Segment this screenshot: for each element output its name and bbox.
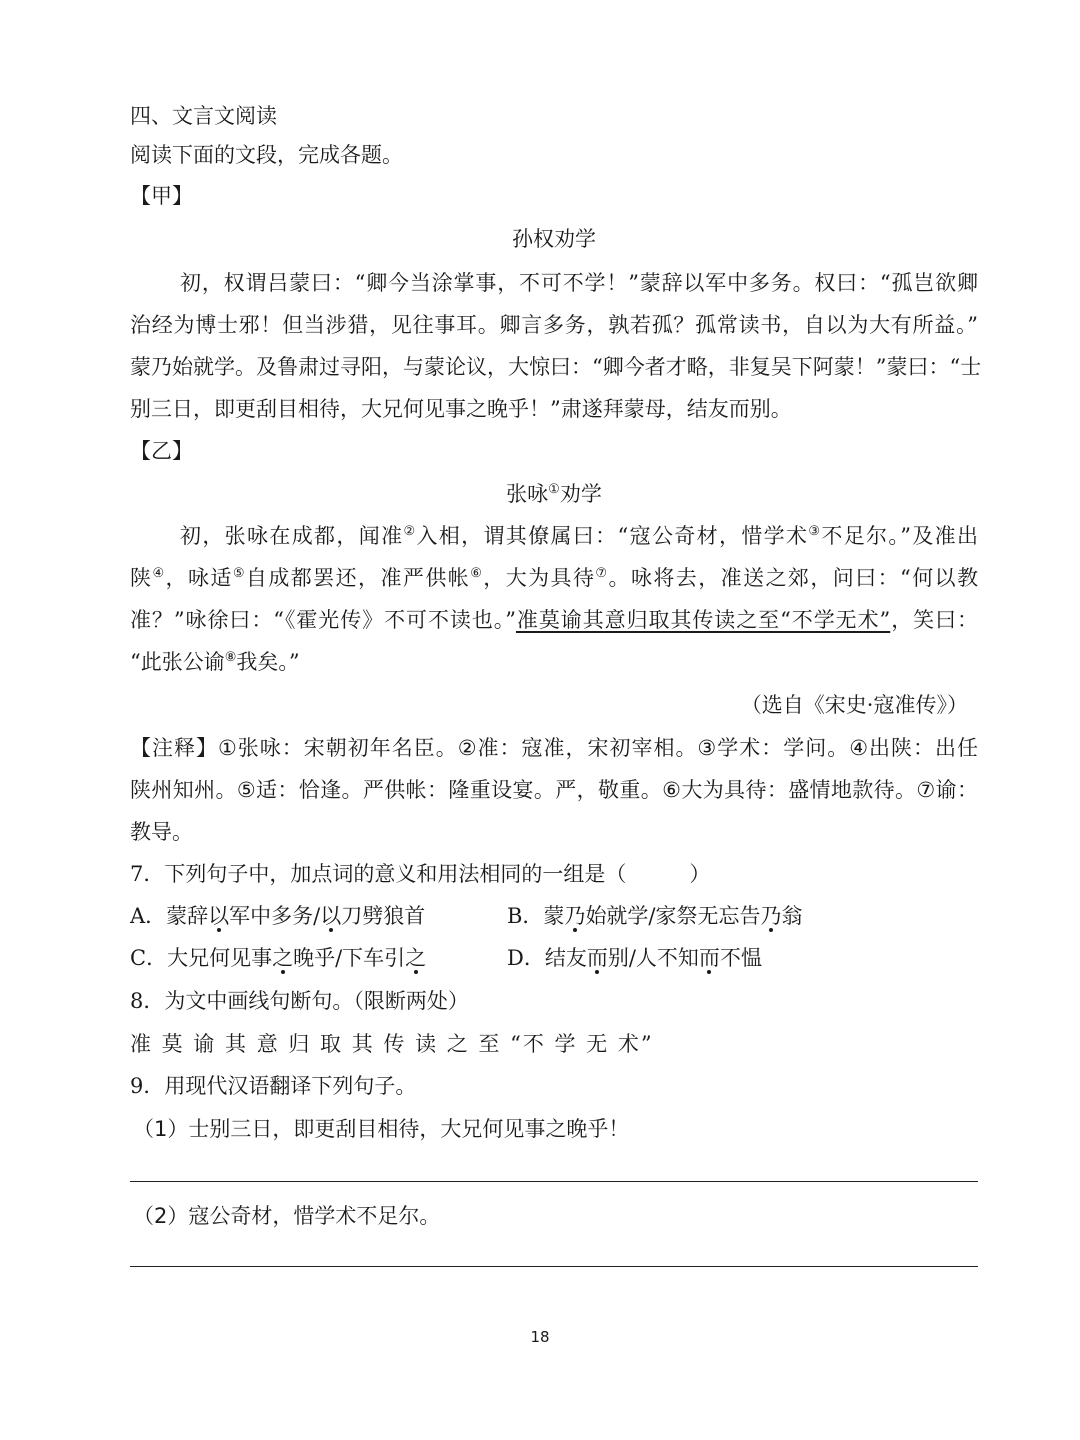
footnote-ref: ② <box>403 524 417 539</box>
text-run: 初，张咏在成都，闻准 <box>180 524 404 548</box>
dotted-word: 以 <box>320 904 342 928</box>
q8-stem: 8．为文中画线句断句。（限断两处） <box>130 989 469 1013</box>
text-run: 准？”咏徐曰：“《霍光传》不可不读也。” <box>130 608 516 632</box>
passage-b-line-3 <box>130 605 978 635</box>
text-run: 刀劈狼首 <box>341 904 426 928</box>
dotted-word: 以 <box>208 904 230 928</box>
notes-line-2: 陕州知州。⑤适：恰逢。严供帐：隆重设宴。严，敬重。⑥大为具待：盛情地款待。⑦谕： <box>130 778 978 802</box>
text-run: C．大兄何见事 <box>130 946 273 970</box>
passage-b-line-2 <box>130 563 978 593</box>
passage-a-line-3: 蒙乃始就学。及鲁肃过寻阳，与蒙论议，大惊曰：“卿今者才略，非复吴下阿蒙！”蒙曰：“士 <box>130 355 982 379</box>
text-run: 我矣。” <box>236 650 300 674</box>
q7-stem: 7．下列句子中，加点词的意义和用法相同的一组是（ ） <box>130 862 711 886</box>
text-run: 入相，谓其僚属曰：“寇公奇材，惜学术 <box>416 524 809 548</box>
text-run: B．蒙 <box>507 904 565 928</box>
q7-option-a[interactable] <box>130 901 500 931</box>
q9-stem: 9．用现代汉语翻译下列句子。 <box>130 1074 417 1098</box>
text-run: A．蒙辞 <box>130 904 209 928</box>
dotted-word: 之 <box>272 946 294 970</box>
footnote-ref: ④ <box>152 566 166 581</box>
passage-b-title-tail: 劝学 <box>559 482 602 506</box>
passage-b-tag: 【乙】 <box>130 439 193 463</box>
text-run: 军中多务/ <box>229 904 321 928</box>
passage-source: （选自《宋史·寇准传》） <box>740 693 968 717</box>
passage-b-title-head: 张咏 <box>506 482 549 506</box>
answer-line-1[interactable] <box>130 1181 978 1182</box>
q9-item-1: （1）士别三日，即更刮目相待，大兄何见事之晚乎！ <box>133 1117 630 1141</box>
notes-line-3: 教导。 <box>130 820 193 844</box>
passage-b-title <box>130 479 978 509</box>
q7-option-c[interactable] <box>130 943 500 973</box>
passage-b-line-1 <box>130 521 978 551</box>
section-heading: 四、文言文阅读 <box>130 104 277 128</box>
text-run: 自成都罢还，准严供帐 <box>245 566 471 590</box>
dotted-word: 乃 <box>760 904 782 928</box>
notes-line-1: 【注释】①张咏：宋朝初年名臣。②准：寇准，宋初宰相。③学术：学问。④出陕：出任 <box>130 736 978 760</box>
text-run: 始就学/家祭无忘告 <box>585 904 761 928</box>
underlined-sentence: 准莫谕其意归取其传读之至“不学无术” <box>515 608 891 632</box>
dotted-word: 之 <box>405 946 427 970</box>
text-run: 翁 <box>781 904 803 928</box>
text-run: ，大为具待 <box>483 566 596 590</box>
text-run: 不愠 <box>719 946 762 970</box>
passage-a-line-2: 治经为博士邪！但当涉猎，见往事耳。卿言多务，孰若孤？孤常读书，自以为大有所益。” <box>130 313 978 337</box>
passage-a-line-1: 初，权谓吕蒙曰：“卿今当涂掌事，不可不学！”蒙辞以军中多务。权曰：“孤岂欲卿 <box>180 271 978 295</box>
text-run: ，笑曰： <box>890 608 979 632</box>
text-run: 。咏将去，准送之郊，问曰：“何以教 <box>608 566 979 590</box>
footnote-ref: ③ <box>808 524 822 539</box>
footnote-ref: ⑦ <box>595 566 609 581</box>
text-run: ，咏适 <box>165 566 233 590</box>
footnote-ref: ⑤ <box>232 566 246 581</box>
section-instruction: 阅读下面的文段，完成各题。 <box>130 143 403 167</box>
text-run: 别/人不知 <box>607 946 699 970</box>
q9-item-2: （2）寇公奇材，惜学术不足尔。 <box>133 1204 441 1228</box>
passage-a-tag: 【甲】 <box>130 184 193 208</box>
text-run: “此张公谕 <box>130 650 225 674</box>
passage-a-title: 孙权劝学 <box>512 227 596 251</box>
q7-option-b[interactable] <box>507 901 978 931</box>
passage-b-line-4 <box>130 647 978 677</box>
dotted-word: 而 <box>586 946 608 970</box>
page-number: 18 <box>530 1328 550 1346</box>
footnote-ref: ⑥ <box>470 566 484 581</box>
q8-sentence: 准 莫 谕 其 意 归 取 其 传 读 之 至 “不 学 无 术” <box>130 1032 654 1056</box>
q7-option-d[interactable] <box>507 943 978 973</box>
text-run: 不足尔。”及准出 <box>821 524 978 548</box>
footnote-ref: ⑧ <box>224 650 237 665</box>
text-run: 晚乎/下车引 <box>293 946 406 970</box>
dotted-word: 乃 <box>564 904 586 928</box>
text-run: 陕 <box>130 566 153 590</box>
answer-line-2[interactable] <box>130 1266 978 1267</box>
footnote-ref: ① <box>548 482 560 497</box>
text-run: D．结友 <box>507 946 587 970</box>
dotted-word: 而 <box>698 946 720 970</box>
passage-a-line-4: 别三日，即更刮目相待，大兄何见事之晚乎！”肃遂拜蒙母，结友而别。 <box>130 397 792 421</box>
